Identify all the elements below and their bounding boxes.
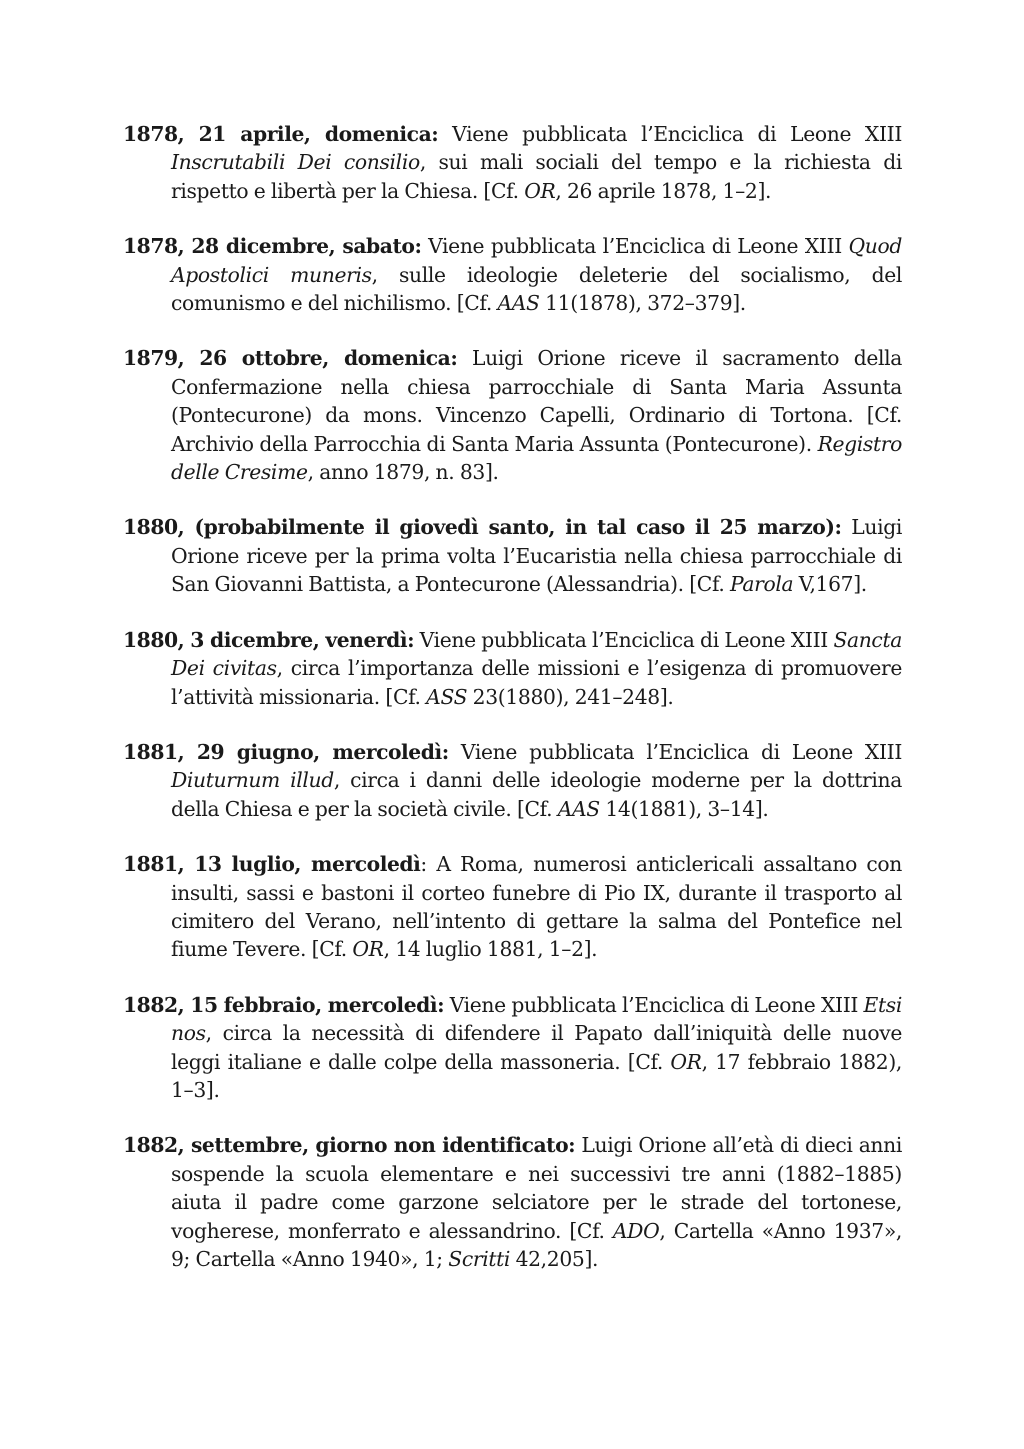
entry-text: Viene pubblicata l’Enciclica di Leone XIII [448,739,903,764]
entry-text: , sulle ideologie deleterie del socialismo, del comunismo e del nichilismo. [Cf. [171,262,903,316]
entry-text: , circa la necessità di difendere il Papato dall’iniquità delle nuove leggi italiane e dalle colpe della massoneria. [Cf. [171,1021,902,1074]
source-abbreviation: AAS [497,291,540,316]
chronology-entry [123,344,902,486]
entry-date: 1882, settembre, giorno non identificato: [123,1133,576,1158]
chronology-entry [123,626,902,711]
entry-date: 1881, 13 luglio, mercoledì [123,852,421,877]
entry-text: Viene pubblicata l’Enciclica di Leone XIII [414,627,834,652]
source-abbreviation: AAS [557,796,600,821]
source-reference: , 14 luglio 1881, 1–2]. [383,937,598,962]
source-abbreviation: Parola [730,572,794,597]
source-reference: , anno 1879, n. 83]. [307,460,499,485]
source-reference: , Cartella «Anno 1937», 9; Cartella «Anno 1940», 1; [171,1218,902,1271]
entry-text: Luigi Orione riceve per la prima volta l’Eucaristia nella chiesa parrocchiale di San Giovanni Battista, a Pontecurone (Alessandria). [Cf. [171,515,902,597]
encyclical-title: Quod Apostolici muneris [171,234,902,287]
encyclical-title: Etsi nos [171,992,902,1046]
source-reference: 42,205]. [510,1247,599,1271]
encyclical-title: Diuturnum illud [171,768,334,793]
source-reference: , 17 febbraio 1882), 1–3]. [171,1049,902,1102]
chronology-page [123,120,902,1300]
chronology-entry [123,120,902,205]
entry-date: 1879, 26 ottobre, domenica: [123,346,458,371]
entry-text: : A Roma, numerosi anticlericali assaltano con insulti, sassi e bastoni il corteo funebre di Pio IX, durante il trasporto al cimitero del Verano, nell’intento di gettare la salma del Pontefice nel fiume Tevere. [Cf. [171,852,902,962]
entry-text: Luigi Orione all’età di dieci anni sospende la scuola elementare e nei successivi tre anni (1882–1885) aiuta il padre come garzone selciatore per le strade del tortonese, vogherese, monferrato e alessandrino. [Cf. [171,1133,902,1243]
entry-date: 1878, 28 dicembre, sabato: [123,234,422,259]
source-reference: 23(1880), 241–248]. [467,684,674,709]
entry-date: 1878, 21 aprile, domenica: [123,122,439,146]
entry-text: Viene pubblicata l’Enciclica di Leone XIII [438,122,902,146]
source-reference: 11(1878), 372–379]. [539,291,746,316]
source-abbreviation: OR [352,937,384,962]
entry-text: , sui mali sociali del tempo e la richiesta di rispetto e libertà per la Chiesa. [Cf. [171,150,903,203]
register-title: Registro delle Cresime [171,431,902,485]
entry-date: 1880, (probabilmente il giovedì santo, in tal caso il 25 marzo): [123,515,842,540]
chronology-entry [123,232,902,317]
encyclical-title: Sancta Dei civitas [171,627,902,681]
source-abbreviation: OR [524,178,556,203]
source-abbreviation: OR [670,1049,702,1074]
chronology-entry [123,738,902,823]
entry-text: , circa i danni delle ideologie moderne per la dottrina della Chiesa e per la società civile. [Cf. [171,768,902,821]
source-reference: V,167]. [793,572,867,597]
encyclical-title: Inscrutabili Dei consilio [171,150,420,175]
entry-date: 1880, 3 dicembre, venerdì: [123,627,415,652]
entry-date: 1881, 29 giugno, mercoledì: [123,739,449,764]
source-title: Scritti [448,1247,511,1271]
source-abbreviation: ASS [426,684,468,709]
entry-text: , circa l’importanza delle missioni e l’esigenza di promuovere l’attività missionaria. [Cf. [171,656,903,709]
entry-text: Viene pubblicata l’Enciclica di Leone XIII [421,234,849,259]
source-reference: , 26 aprile 1878, 1–2]. [555,178,772,203]
source-abbreviation: ADO [612,1218,660,1243]
source-reference: 14(1881), 3–14]. [599,796,769,821]
entry-date: 1882, 15 febbraio, mercoledì: [123,992,445,1017]
chronology-entry [123,1131,902,1273]
chronology-entry [123,850,902,964]
entry-text: Luigi Orione riceve il sacramento della Confermazione nella chiesa parrocchiale di Santa Maria Assunta (Pontecurone) da mons. Vincenzo Capelli, Ordinario di Tortona. [Cf. Archivio della Parrocchia di Santa Maria Assunta (Pontecurone). [171,346,902,456]
chronology-entry [123,991,902,1105]
chronology-entry [123,513,902,598]
entry-text: Viene pubblicata l’Enciclica di Leone XIII [444,992,864,1017]
